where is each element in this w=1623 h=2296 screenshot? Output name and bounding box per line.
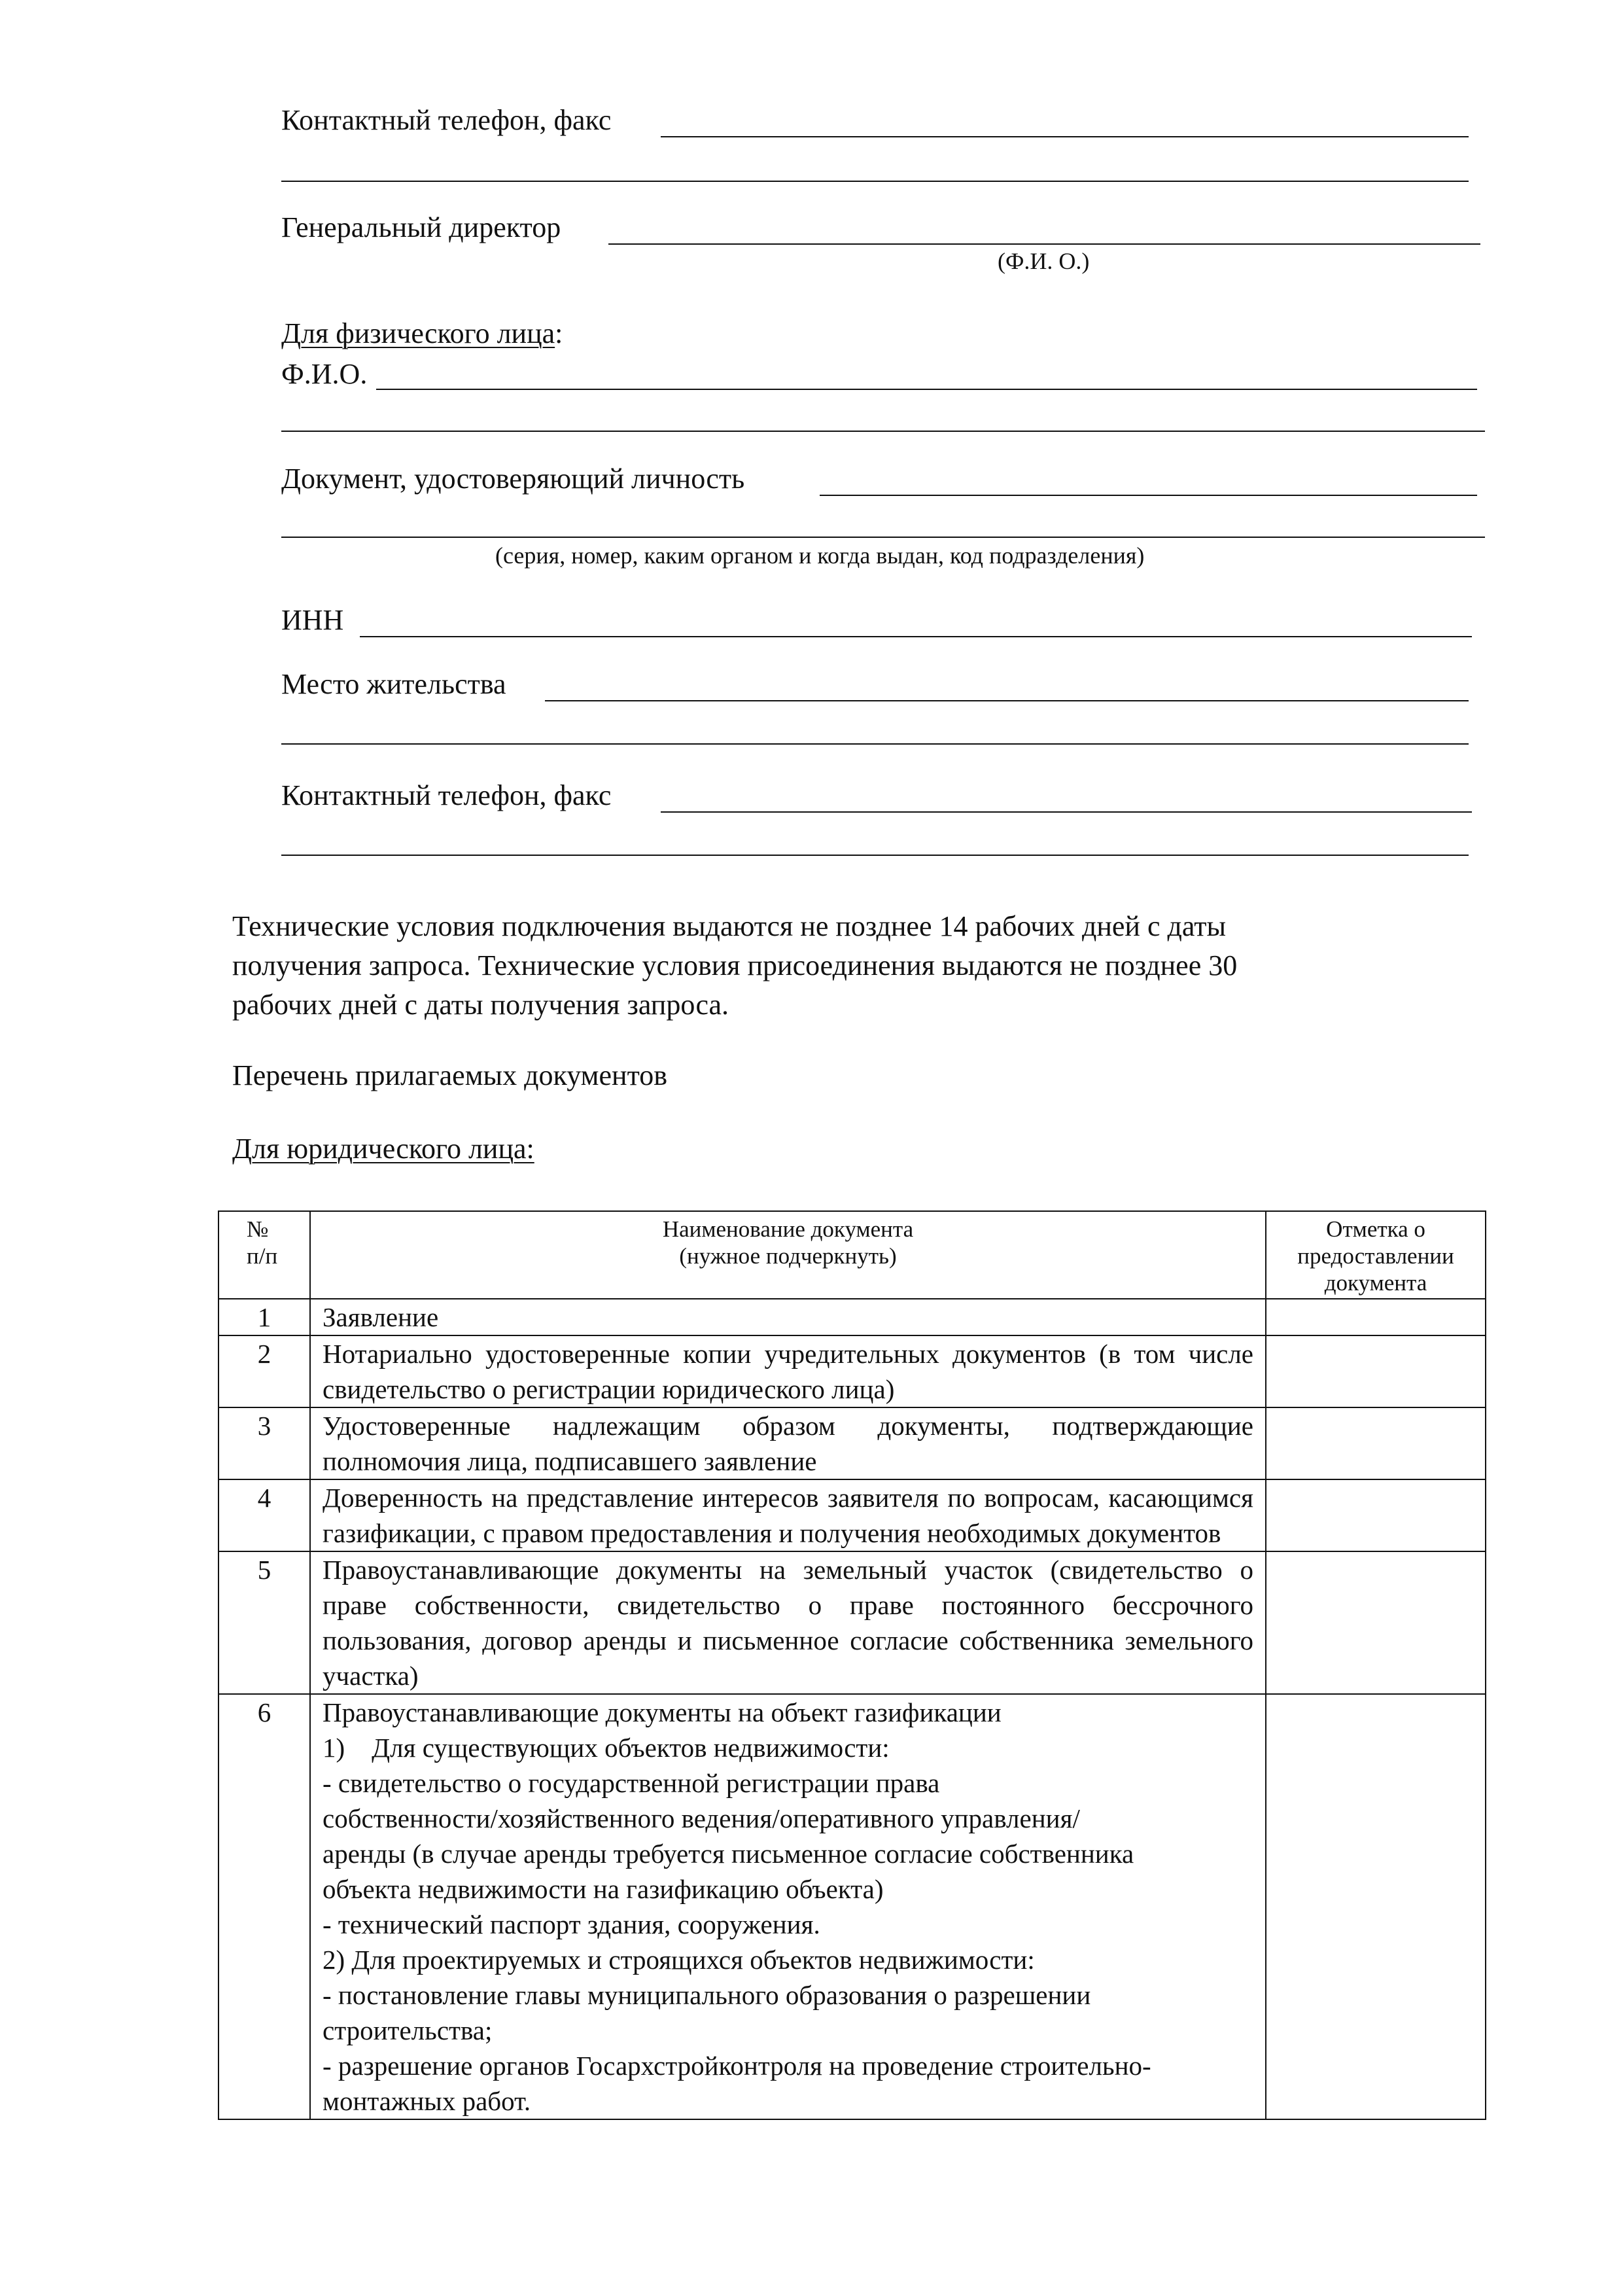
header-name (310, 1211, 1266, 1299)
row-mark-cell[interactable] (1266, 1694, 1486, 2119)
row-line: - технический паспорт здания, сооружения. (323, 1909, 820, 1939)
row-line: 2) Для проектируемых и строящихся объектов недвижимости: (323, 1945, 1035, 1975)
row-num: 1 (218, 1299, 310, 1335)
row-text: Правоустанавливающие документы на земельный участок (свидетельство о праве собственности, свидетельство о праве постоянного бессрочного пользования, договор аренды и письменное согласие собственника земельного участка) (310, 1551, 1266, 1694)
row-mark-cell[interactable] (1266, 1479, 1486, 1551)
row-line: - постановление главы муниципального образования о разрешении (323, 1980, 1091, 2010)
fio-field-cont[interactable] (281, 431, 1485, 432)
row-mark-cell[interactable] (1266, 1551, 1486, 1694)
notice-line-1: Технические условия подключения выдаются не позднее 14 рабочих дней с даты (232, 910, 1227, 942)
residence-label: Место жительства (281, 668, 506, 700)
individual-heading (281, 317, 563, 351)
residence-field[interactable] (545, 700, 1469, 701)
legal-entity-heading (232, 1132, 534, 1166)
row-num: 4 (218, 1479, 310, 1551)
row-line: объекта недвижимости на газификацию объекта) (323, 1874, 884, 1904)
row-line: собственности/хозяйственного ведения/оперативного управления/ (323, 1803, 1080, 1833)
individual-heading-colon: : (555, 317, 563, 349)
director-label: Генеральный директор (281, 211, 561, 243)
director-name-field[interactable] (608, 243, 1480, 245)
header-num-text: № п/п (247, 1216, 278, 1269)
documents-title: Перечень прилагаемых документов (232, 1059, 668, 1091)
table-row (218, 1407, 1486, 1479)
person-contact-field-cont[interactable] (281, 855, 1469, 856)
inn-field[interactable] (360, 636, 1472, 637)
row-text: Доверенность на представление интересов заявителя по вопросам, касающимся газификации, с правом предоставления и получения необходимых документов (310, 1479, 1266, 1551)
table-row (218, 1335, 1486, 1407)
inn-label: ИНН (281, 604, 344, 636)
row-num: 5 (218, 1551, 310, 1694)
org-contact-field-cont[interactable] (281, 181, 1469, 182)
residence-field-cont[interactable] (281, 743, 1469, 745)
table-header-row (218, 1211, 1486, 1299)
row-text: Нотариально удостоверенные копии учредительных документов (в том числе свидетельство о регистрации юридического лица) (310, 1335, 1266, 1407)
row-line: 1) Для существующих объектов недвижимости: (323, 1733, 890, 1763)
row-num: 2 (218, 1335, 310, 1407)
id-document-hint: (серия, номер, каким органом и когда выдан, код подразделения) (495, 542, 1145, 569)
row-line: Правоустанавливающие документы на объект газификации (323, 1697, 1002, 1727)
row-mark-cell[interactable] (1266, 1407, 1486, 1479)
fio-field[interactable] (376, 389, 1477, 390)
person-contact-field[interactable] (661, 811, 1472, 813)
individual-heading-text: Для физического лица (281, 317, 555, 349)
row-line: строительства; (323, 2015, 493, 2045)
legal-entity-heading-text: Для юридического лица: (232, 1133, 534, 1165)
header-num (218, 1211, 310, 1299)
table-row (218, 1299, 1486, 1335)
row-line: - свидетельство о государственной регистрации права (323, 1768, 940, 1798)
director-name-hint: (Ф.И. О.) (998, 248, 1090, 274)
header-name-text: Наименование документа (нужное подчеркнуть) (662, 1216, 914, 1269)
row-text-multiline (310, 1694, 1266, 2119)
row-num: 6 (218, 1694, 310, 2119)
row-line: монтажных работ. (323, 2086, 531, 2116)
header-mark-text: Отметка о предоставлении документа (1297, 1216, 1454, 1296)
row-mark-cell[interactable] (1266, 1335, 1486, 1407)
fio-label: Ф.И.О. (281, 358, 368, 390)
row-text: Заявление (310, 1299, 1266, 1335)
row-line: - разрешение органов Госархстройконтроля на проведение строительно- (323, 2051, 1151, 2081)
row-line: аренды (в случае аренды требуется письменное согласие собственника (323, 1839, 1134, 1869)
org-contact-label: Контактный телефон, факс (281, 104, 612, 136)
row-num: 3 (218, 1407, 310, 1479)
header-mark (1266, 1211, 1486, 1299)
person-contact-label: Контактный телефон, факс (281, 779, 612, 811)
id-document-label: Документ, удостоверяющий личность (281, 463, 745, 495)
id-document-field[interactable] (820, 495, 1477, 496)
table-row (218, 1694, 1486, 2119)
notice-line-3: рабочих дней с даты получения запроса. (232, 989, 729, 1021)
table-row (218, 1479, 1486, 1551)
documents-table (218, 1210, 1486, 2120)
table-row (218, 1551, 1486, 1694)
id-document-field-cont[interactable] (281, 537, 1485, 538)
row-mark-cell[interactable] (1266, 1299, 1486, 1335)
notice-line-2: получения запроса. Технические условия присоединения выдаются не позднее 30 (232, 949, 1238, 981)
org-contact-field[interactable] (661, 136, 1469, 137)
row-text: Удостоверенные надлежащим образом документы, подтверждающие полномочия лица, подписавшего заявление (310, 1407, 1266, 1479)
